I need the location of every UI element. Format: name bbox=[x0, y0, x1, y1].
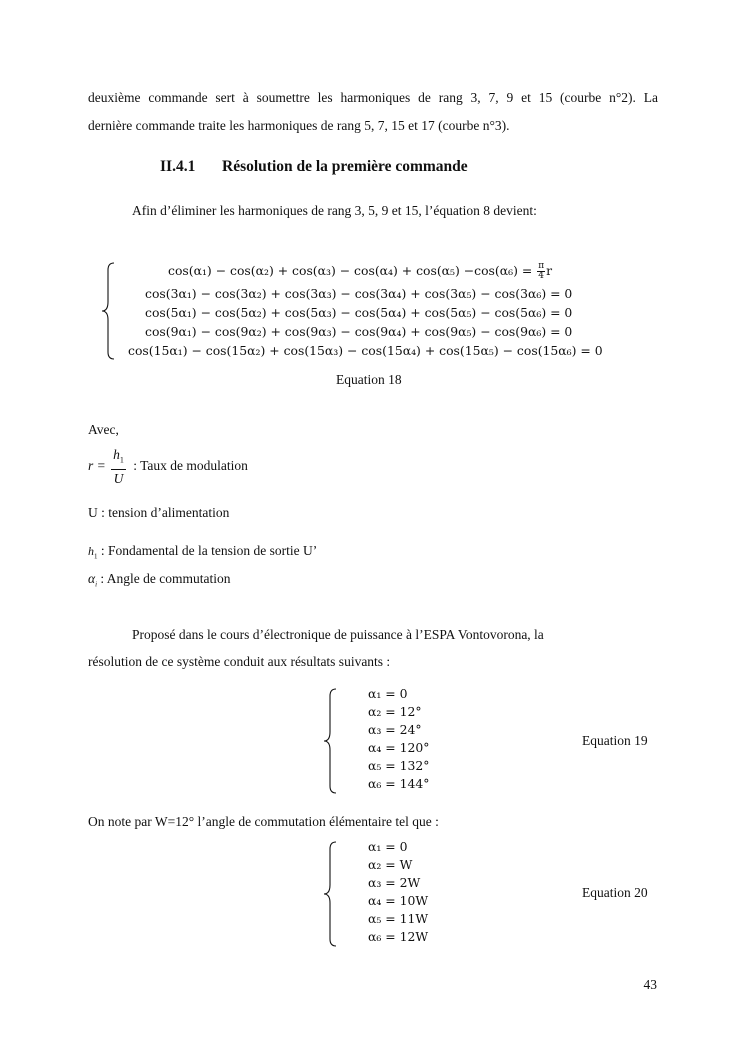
pi-over-4-fraction: $\frac{\pi}{4}$ bbox=[538, 261, 545, 281]
r-description: : Taux de modulation bbox=[133, 458, 248, 474]
equation-20-row-4: α₄ = 10W bbox=[368, 893, 429, 908]
equation-20-row-1: α₁ = 0 bbox=[368, 839, 408, 854]
section-number: II.4.1 bbox=[160, 158, 196, 175]
equation-20-row-3: α₃ = 2W bbox=[368, 875, 421, 890]
equation-18-row-1: cos(α₁) − cos(α₂) + cos(α₃) − cos(α₄) + cos(α₅) −cos(α₆) = $\frac{\pi}{4}$ r bbox=[168, 261, 553, 281]
equation-19-row-3: α₃ = 24° bbox=[368, 722, 422, 737]
equation-20-label: Equation 20 bbox=[582, 885, 648, 900]
equation-19-row-5: α₅ = 132° bbox=[368, 758, 430, 773]
intro-line-2: dernière commande traite les harmoniques de rang 5, 7, 15 et 17 (courbe n°3). bbox=[88, 118, 510, 133]
equation-19-brace bbox=[322, 688, 338, 794]
equation-18-label: Equation 18 bbox=[336, 372, 402, 387]
equation-20-row-6: α₆ = 12W bbox=[368, 929, 429, 944]
equation-20-row-2: α₂ = W bbox=[368, 857, 413, 872]
equation-19-row-1: α₁ = 0 bbox=[368, 686, 408, 701]
paragraph-2-line-1: Proposé dans le cours d’électronique de puissance à l’ESPA Vontovorona, la bbox=[132, 627, 544, 642]
avec-label: Avec, bbox=[88, 422, 119, 437]
equation-19-row-6: α₆ = 144° bbox=[368, 776, 430, 791]
equation-20-row-5: α₅ = 11W bbox=[368, 911, 429, 926]
equation-19-row-4: α₄ = 120° bbox=[368, 740, 430, 755]
equation-18-brace bbox=[100, 262, 116, 360]
equation-18-row-2: cos(3α₁) − cos(3α₂) + cos(3α₃) − cos(3α₄) + cos(3α₅) − cos(3α₆) = 0 bbox=[145, 286, 573, 301]
paragraph-2-line-2: résolution de ce système conduit aux résultats suivants : bbox=[88, 654, 391, 669]
r-lhs: r = bbox=[88, 458, 106, 474]
modulation-ratio-definition bbox=[88, 446, 248, 487]
h1-definition: $h_1$ : Fondamental de la tension de sortie U’ bbox=[88, 543, 318, 561]
page-number: 43 bbox=[643, 977, 657, 992]
equation-18-row-4: cos(9α₁) − cos(9α₂) + cos(9α₃) − cos(9α₄) + cos(9α₅) − cos(9α₆) = 0 bbox=[145, 324, 573, 339]
equation-18-row-5: cos(15α₁) − cos(15α₂) + cos(15α₃) − cos(15α₄) + cos(15α₅) − cos(15α₆) = 0 bbox=[128, 343, 603, 358]
alpha-definition: $\alpha_i$ : Angle de commutation bbox=[88, 571, 231, 589]
intro-line-1: deuxième commande sert à soumettre les harmoniques de rang 3, 7, 9 et 15 (courbe n°2). La bbox=[88, 90, 658, 105]
equation-19-row-2: α₂ = 12° bbox=[368, 704, 422, 719]
equation-20-brace bbox=[322, 841, 338, 947]
paragraph-1: Afin d’éliminer les harmoniques de rang 3, 5, 9 et 15, l’équation 8 devient: bbox=[132, 203, 537, 218]
r-fraction: $\frac{h_1}{U}$ bbox=[113, 447, 124, 486]
u-definition: U : tension d’alimentation bbox=[88, 505, 230, 520]
paragraph-3: On note par W=12° l’angle de commutation élémentaire tel que : bbox=[88, 814, 439, 829]
equation-18-row-3: cos(5α₁) − cos(5α₂) + cos(5α₃) − cos(5α₄) + cos(5α₅) − cos(5α₆) = 0 bbox=[145, 305, 573, 320]
section-title: Résolution de la première commande bbox=[222, 158, 468, 175]
section-heading bbox=[160, 158, 468, 176]
equation-19-label: Equation 19 bbox=[582, 733, 648, 748]
